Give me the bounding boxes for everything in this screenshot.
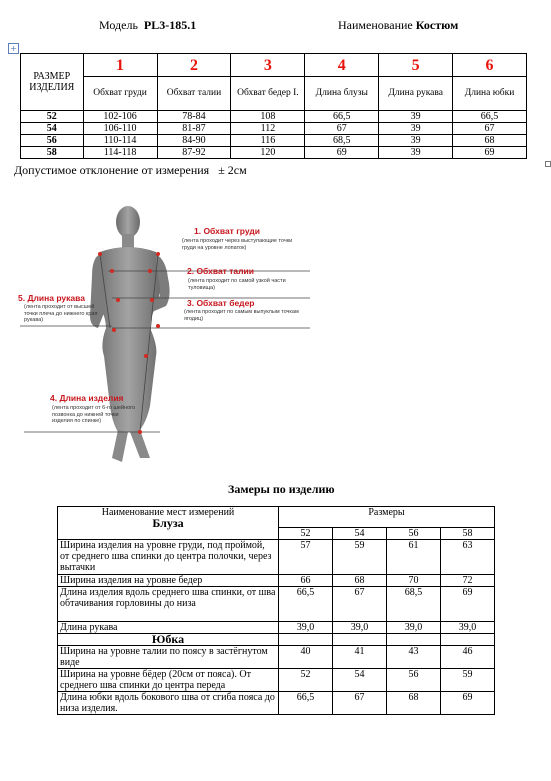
table-cell: 67 bbox=[305, 123, 379, 135]
table-cell: 39,0 bbox=[387, 622, 441, 634]
section-blouse: Блуза bbox=[152, 516, 184, 530]
size-header: РАЗМЕР ИЗДЕЛИЯ bbox=[21, 54, 84, 111]
annotation-title-length: 4. Длина изделия bbox=[50, 393, 124, 403]
col-number: 4 bbox=[305, 54, 379, 77]
table-cell: 39,0 bbox=[333, 622, 387, 634]
size-col: 54 bbox=[333, 528, 387, 540]
table-cell: 61 bbox=[387, 540, 441, 575]
table-resize-handle[interactable] bbox=[545, 161, 551, 167]
table-row bbox=[21, 147, 527, 159]
measure-table-title: Замеры по изделию bbox=[228, 482, 335, 496]
table-row bbox=[21, 123, 527, 135]
table-row bbox=[21, 135, 527, 147]
table-cell: 57 bbox=[279, 540, 333, 575]
table-cell: 39 bbox=[379, 123, 453, 135]
measure-table bbox=[57, 506, 495, 715]
table-cell: 66,5 bbox=[305, 111, 379, 123]
size-col: 58 bbox=[440, 528, 494, 540]
table-row bbox=[58, 692, 495, 715]
name-label: Наименование bbox=[338, 18, 413, 32]
table-cell: 63 bbox=[440, 540, 494, 575]
table-cell: 84-90 bbox=[157, 135, 231, 147]
table-cell: 68,5 bbox=[387, 587, 441, 622]
table-cell: 108 bbox=[231, 111, 305, 123]
name-header: Наименование мест измерений bbox=[101, 507, 235, 518]
row-label: Ширина изделия на уровне груди, под проймой, от среднего шва спинки до центра полочки, через вытачки bbox=[58, 540, 279, 575]
table-cell: 59 bbox=[333, 540, 387, 575]
model-header bbox=[99, 18, 196, 33]
model-code: PL3-185.1 bbox=[143, 18, 197, 32]
table-cell: 106-110 bbox=[83, 123, 157, 135]
tolerance-note bbox=[14, 163, 247, 178]
table-cell: 67 bbox=[453, 123, 527, 135]
table-row bbox=[58, 575, 495, 587]
table-cell: 87-92 bbox=[157, 147, 231, 159]
tolerance-value: ± 2см bbox=[218, 163, 247, 177]
table-cell: 110-114 bbox=[83, 135, 157, 147]
table-cell: 40 bbox=[279, 646, 333, 669]
table-row bbox=[58, 540, 495, 575]
row-label: Длина рукава bbox=[58, 622, 279, 634]
size-cell: 54 bbox=[21, 123, 84, 135]
annotation-note-waist: (лента проходит по самой узкой части туловища) bbox=[188, 278, 286, 291]
col-label: Обхват груди bbox=[83, 77, 157, 111]
annotation-title-waist: 2. Обхват талии bbox=[187, 266, 254, 276]
table-cell: 68 bbox=[333, 575, 387, 587]
table-cell: 39 bbox=[379, 147, 453, 159]
annotation-note-hips: (лента проходит по самым выпуклым точкам ягодиц) bbox=[184, 309, 299, 322]
sizes-header: Размеры bbox=[279, 507, 495, 528]
table-cell: 59 bbox=[440, 669, 494, 692]
row-label: Длина юбки вдоль бокового шва от сгиба пояса до низа изделия. bbox=[58, 692, 279, 715]
table-cell: 69 bbox=[440, 692, 494, 715]
table-cell: 72 bbox=[440, 575, 494, 587]
table-row bbox=[58, 587, 495, 622]
table-cell: 67 bbox=[333, 692, 387, 715]
size-cell: 58 bbox=[21, 147, 84, 159]
name-header bbox=[338, 18, 458, 33]
measurement-figure bbox=[0, 196, 551, 466]
tolerance-text: Допустимое отклонение от измерения bbox=[14, 163, 210, 177]
table-cell: 116 bbox=[231, 135, 305, 147]
table-cell: 68 bbox=[387, 692, 441, 715]
table-cell: 41 bbox=[333, 646, 387, 669]
size-cell: 52 bbox=[21, 111, 84, 123]
table-row bbox=[58, 622, 495, 634]
name-header-cell bbox=[58, 507, 279, 540]
col-label: Длина рукава bbox=[379, 77, 453, 111]
table-cell: 68,5 bbox=[305, 135, 379, 147]
table-cell: 66,5 bbox=[453, 111, 527, 123]
section-skirt: Юбка bbox=[58, 634, 279, 646]
name-value: Костюм bbox=[415, 18, 459, 32]
table-cell: 52 bbox=[279, 669, 333, 692]
annotation-note-chest: (лента проходит через выступающие точки груди на уровне лопаток) bbox=[182, 238, 293, 251]
table-cell: 66 bbox=[279, 575, 333, 587]
table-cell: 112 bbox=[231, 123, 305, 135]
size-table bbox=[20, 53, 527, 159]
table-cell: 66,5 bbox=[279, 587, 333, 622]
table-cell: 66,5 bbox=[279, 692, 333, 715]
row-label: Ширина изделия на уровне бедер bbox=[58, 575, 279, 587]
annotation-title-sleeve: 5. Длина рукава bbox=[18, 293, 85, 303]
annotation-note-length: (лента проходит от 6-го шейного позвонка до нижней точки изделия по спинке) bbox=[52, 405, 136, 424]
table-row bbox=[58, 669, 495, 692]
annotation-note-sleeve: (лента проходит от высшей точки плеча до нижнего края рукава) bbox=[24, 304, 98, 323]
table-cell: 67 bbox=[333, 587, 387, 622]
col-label: Обхват бедер I. bbox=[231, 77, 305, 111]
col-number: 1 bbox=[83, 54, 157, 77]
size-cell: 56 bbox=[21, 135, 84, 147]
table-cell: 120 bbox=[231, 147, 305, 159]
row-label: Ширина на уровне талии по поясу в застёгнутом виде bbox=[58, 646, 279, 669]
model-label: Модель bbox=[99, 18, 138, 32]
table-cell: 69 bbox=[440, 587, 494, 622]
table-move-handle-icon[interactable]: + bbox=[8, 43, 19, 54]
table-cell: 39,0 bbox=[279, 622, 333, 634]
table-cell: 39 bbox=[379, 135, 453, 147]
row-label: Длина изделия вдоль среднего шва спинки, от шва обтачивания горловины до низа bbox=[58, 587, 279, 622]
col-label: Длина юбки bbox=[453, 77, 527, 111]
size-col: 52 bbox=[279, 528, 333, 540]
table-cell: 56 bbox=[387, 669, 441, 692]
table-cell: 68 bbox=[453, 135, 527, 147]
col-number: 5 bbox=[379, 54, 453, 77]
table-row bbox=[58, 646, 495, 669]
table-cell: 39 bbox=[379, 111, 453, 123]
table-cell: 81-87 bbox=[157, 123, 231, 135]
col-number: 3 bbox=[231, 54, 305, 77]
table-cell: 114-118 bbox=[83, 147, 157, 159]
table-cell: 78-84 bbox=[157, 111, 231, 123]
col-number: 6 bbox=[453, 54, 527, 77]
table-cell: 69 bbox=[453, 147, 527, 159]
annotation-title-chest: 1. Обхват груди bbox=[194, 226, 260, 236]
table-cell: 70 bbox=[387, 575, 441, 587]
table-cell: 39,0 bbox=[440, 622, 494, 634]
table-cell: 43 bbox=[387, 646, 441, 669]
table-cell: 46 bbox=[440, 646, 494, 669]
table-cell: 102-106 bbox=[83, 111, 157, 123]
table-cell: 69 bbox=[305, 147, 379, 159]
col-label: Длина блузы bbox=[305, 77, 379, 111]
row-label: Ширина на уровне бёдер (20см от пояса). От среднего шва спинки до центра переда bbox=[58, 669, 279, 692]
col-number: 2 bbox=[157, 54, 231, 77]
col-label: Обхват талии bbox=[157, 77, 231, 111]
table-cell: 54 bbox=[333, 669, 387, 692]
annotation-title-hips: 3. Обхват бедер bbox=[187, 298, 255, 308]
table-row bbox=[21, 111, 527, 123]
size-col: 56 bbox=[387, 528, 441, 540]
